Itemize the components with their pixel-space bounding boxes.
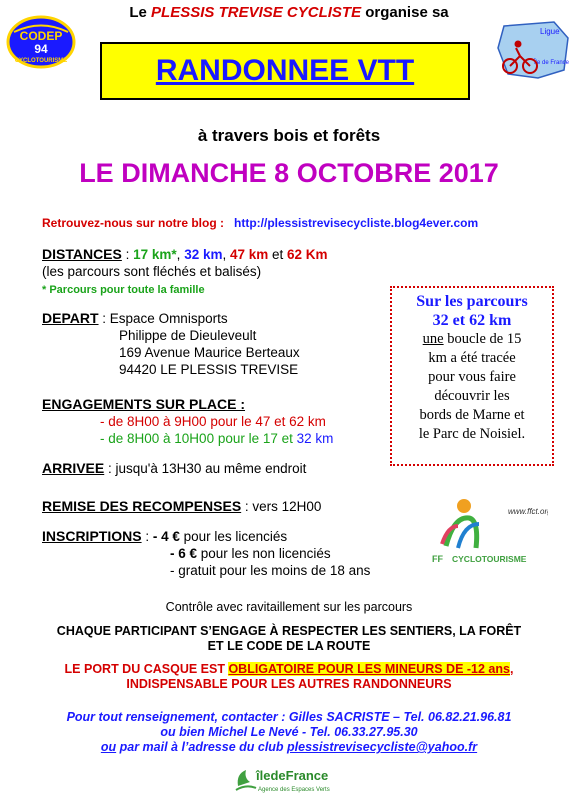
- codep-line2: 94: [34, 42, 48, 56]
- idf-logo: [232, 764, 356, 796]
- distances-sep: :: [121, 247, 134, 262]
- aside-body-2: boucle de 15: [443, 331, 522, 347]
- aside-header-1: Sur les parcours: [416, 293, 528, 310]
- price-unlicensed: - 6 €: [170, 546, 198, 561]
- commitment-line1: CHAQUE PARTICIPANT S’ENGAGE À RESPECTER LES SENTIERS, LA FORÊT: [56, 624, 522, 638]
- ligue-line2: Île de France: [534, 60, 570, 66]
- departure-line2: Philippe de Dieuleveult: [119, 328, 257, 343]
- distances-note: (les parcours sont fléchés et balisés): [42, 264, 262, 279]
- header-prefix: Le: [129, 4, 152, 21]
- distance-32: 32 km: [184, 247, 223, 262]
- aside-body-5: découvrir les: [434, 388, 510, 404]
- helmet-block: [0, 662, 578, 692]
- loop-info-box: [390, 286, 554, 466]
- ffct-brand-ff: FF: [432, 554, 443, 564]
- blog-label: Retrouvez-nous sur notre blog :: [42, 216, 225, 230]
- engagements-label: ENGAGEMENTS SUR PLACE :: [42, 396, 246, 412]
- contact-block: [0, 710, 578, 755]
- aside-header-2: 32 et 62 km: [432, 312, 512, 329]
- price-licensed: - 4 €: [152, 529, 180, 544]
- ffct-logo: [424, 486, 548, 568]
- engagements-section: [42, 396, 402, 447]
- arrival-label: ARRIVEE: [42, 460, 105, 476]
- header-suffix: organise sa: [361, 4, 449, 21]
- contact-line3-ou: ou: [100, 740, 117, 754]
- inscriptions-section: [42, 528, 442, 579]
- aside-body-4: pour vous faire: [428, 369, 516, 385]
- aside-body-7: le Parc de Noisiel.: [418, 426, 526, 442]
- ligue-line1: Ligue: [540, 27, 560, 36]
- codep-line1: CODEP: [19, 29, 63, 43]
- helmet-line1-a: LE PORT DU CASQUE EST: [64, 662, 229, 676]
- distance-62: 62 Km: [287, 247, 328, 262]
- distance-17: 17 km*: [133, 247, 177, 262]
- departure-line3: 169 Avenue Maurice Berteaux: [119, 345, 300, 360]
- title-box: [100, 42, 470, 100]
- price-unlicensed-text: pour les non licenciés: [197, 546, 331, 561]
- contact-line2: ou bien Michel Le Nevé - Tel. 06.33.27.95.30: [160, 725, 418, 739]
- engagements-line2: - de 8H00 à 10H00 pour le 17 et: [100, 431, 297, 446]
- subtitle: à travers bois et forêts: [197, 126, 381, 145]
- departure-section: [42, 310, 402, 378]
- price-licensed-text: pour les licenciés: [179, 529, 288, 544]
- distances-and: et: [268, 247, 288, 262]
- family-note: * Parcours pour toute la famille: [42, 284, 205, 296]
- event-date: LE DIMANCHE 8 OCTOBRE 2017: [79, 158, 499, 188]
- arrival-text: : jusqu'à 13H30 au même endroit: [104, 461, 307, 476]
- departure-line4: 94420 LE PLESSIS TREVISE: [119, 362, 299, 377]
- inscriptions-label: INSCRIPTIONS: [42, 528, 142, 544]
- engagements-line2-km: 32 km: [296, 431, 334, 446]
- commitment-block: [0, 624, 578, 654]
- commitment-line2: ET LE CODE DE LA ROUTE: [207, 639, 371, 653]
- club-name: PLESSIS TREVISE CYCLISTE: [151, 4, 362, 21]
- codep-line3: CYCLOTOURISME: [14, 58, 68, 64]
- rewards-section: [42, 498, 442, 515]
- inscriptions-sep: :: [141, 529, 153, 544]
- supply-note: Contrôle avec ravitaillement sur les parcours: [165, 600, 413, 614]
- contact-line1: Pour tout renseignement, contacter : Gilles SACRISTE – Tel. 06.82.21.96.81: [66, 710, 512, 724]
- event-title: RANDONNEE VTT: [155, 54, 415, 87]
- blog-line: [42, 216, 478, 230]
- club-email[interactable]: plessistrevisecycliste@yahoo.fr: [287, 740, 478, 754]
- contact-line3-text: par mail à l’adresse du club: [116, 740, 288, 754]
- helmet-line2: INDISPENSABLE POUR LES AUTRES RANDONNEURS: [126, 677, 452, 691]
- blog-url[interactable]: http://plessistrevisecycliste.blog4ever.com: [234, 216, 479, 230]
- idf-name: îledeFrance: [256, 768, 329, 783]
- aside-body-3: km a été tracée: [428, 350, 516, 366]
- aside-body-6: bords de Marne et: [419, 407, 525, 423]
- ffct-url: www.ffct.org: [508, 507, 548, 516]
- helmet-line1-c: ,: [509, 662, 514, 676]
- header-line: [0, 4, 578, 21]
- ffct-brand-cyclo: CYCLOTOURISME: [452, 554, 527, 564]
- distances-label: DISTANCES: [42, 246, 122, 262]
- engagements-line1: - de 8H00 à 9H00 pour le 47 et 62 km: [100, 414, 326, 429]
- codep-logo: [6, 14, 76, 70]
- rewards-text: : vers 12H00: [241, 499, 322, 514]
- ligue-logo: [494, 18, 572, 82]
- distance-47: 47 km: [229, 247, 269, 262]
- price-minors: - gratuit pour les moins de 18 ans: [170, 563, 371, 578]
- helmet-line1-highlight: OBLIGATOIRE POUR LES MINEURS DE -12 ans: [228, 662, 510, 676]
- rewards-label: REMISE DES RECOMPENSES: [42, 498, 242, 514]
- arrival-section: [42, 460, 442, 477]
- departure-line1: : Espace Omnisports: [98, 311, 228, 326]
- departure-label: DEPART: [42, 310, 99, 326]
- distances-section: DISTANCES : 17 km*, 32 km, 47 km et 62 Km (les parcours sont fléchés et balisés) * Parcours pour toute la famille: [42, 246, 328, 296]
- aside-body-1: une: [422, 331, 444, 347]
- idf-sub: Agence des Espaces Verts: [258, 787, 330, 793]
